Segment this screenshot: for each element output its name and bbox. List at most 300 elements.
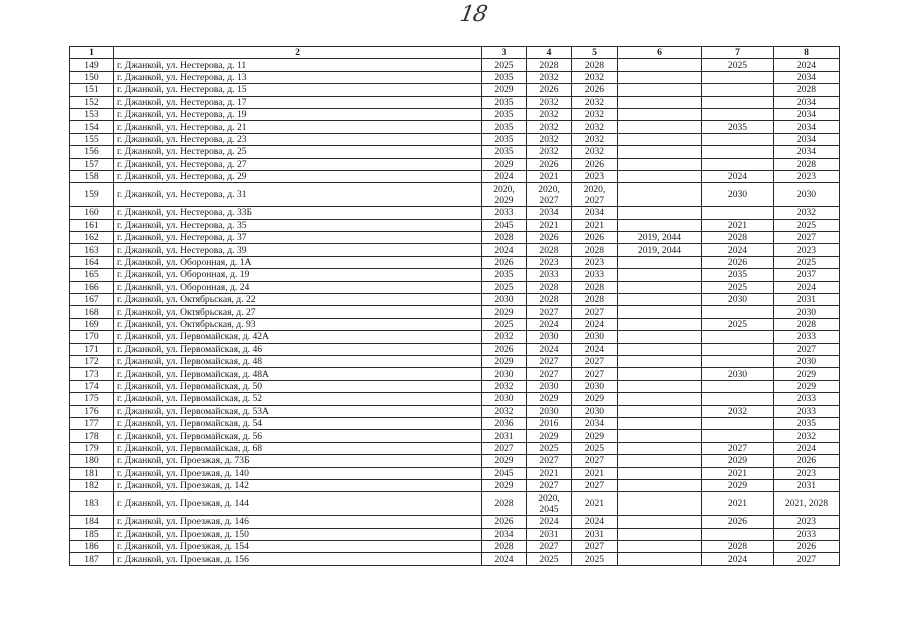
year-cell-3: 2030 xyxy=(482,368,527,380)
year-cell-4: 2028 xyxy=(527,59,572,71)
year-cell-5: 2021 xyxy=(572,467,618,479)
address-cell: г. Джанкой, ул. Первомайская, д. 53А xyxy=(114,405,482,417)
year-cell-4: 2021 xyxy=(527,170,572,182)
year-cell-3: 2035 xyxy=(482,133,527,145)
year-cell-6: 2019, 2044 xyxy=(618,232,702,244)
address-cell: г. Джанкой, ул. Нестерова, д. 19 xyxy=(114,108,482,120)
year-cell-4: 2026 xyxy=(527,84,572,96)
row-number-cell: 186 xyxy=(70,541,114,553)
row-number-cell: 177 xyxy=(70,417,114,429)
year-cell-6 xyxy=(618,294,702,306)
year-cell-8: 2037 xyxy=(774,269,840,281)
year-cell-6 xyxy=(618,306,702,318)
table-row xyxy=(70,442,840,454)
year-cell-6 xyxy=(618,455,702,467)
address-cell: г. Джанкой, ул. Нестерова, д. 11 xyxy=(114,59,482,71)
year-cell-8: 2034 xyxy=(774,146,840,158)
table-row xyxy=(70,96,840,108)
year-cell-6 xyxy=(618,368,702,380)
address-cell: г. Джанкой, ул. Нестерова, д. 33Б xyxy=(114,207,482,219)
year-cell-7: 2028 xyxy=(702,232,774,244)
year-cell-6 xyxy=(618,541,702,553)
year-cell-7: 2029 xyxy=(702,455,774,467)
table-row xyxy=(70,244,840,256)
address-cell: г. Джанкой, ул. Проезжая, д. 154 xyxy=(114,541,482,553)
row-number-cell: 179 xyxy=(70,442,114,454)
year-cell-3: 2029 xyxy=(482,84,527,96)
year-cell-4: 2034 xyxy=(527,207,572,219)
row-number-cell: 164 xyxy=(70,256,114,268)
year-cell-3: 2028 xyxy=(482,492,527,516)
table-row xyxy=(70,417,840,429)
column-header: 5 xyxy=(572,47,618,59)
year-cell-7 xyxy=(702,96,774,108)
year-cell-5: 2030 xyxy=(572,405,618,417)
year-cell-6 xyxy=(618,355,702,367)
table-row xyxy=(70,294,840,306)
row-number-cell: 184 xyxy=(70,516,114,528)
table-header-row xyxy=(70,47,840,59)
year-cell-6 xyxy=(618,146,702,158)
row-number-cell: 170 xyxy=(70,331,114,343)
year-cell-7 xyxy=(702,207,774,219)
year-cell-5: 2024 xyxy=(572,318,618,330)
year-cell-5: 2032 xyxy=(572,96,618,108)
row-number-cell: 168 xyxy=(70,306,114,318)
year-cell-7: 2030 xyxy=(702,368,774,380)
row-number-cell: 165 xyxy=(70,269,114,281)
year-cell-7: 2025 xyxy=(702,59,774,71)
year-cell-5: 2027 xyxy=(572,355,618,367)
row-number-cell: 185 xyxy=(70,528,114,540)
year-cell-8: 2024 xyxy=(774,59,840,71)
year-cell-7: 2026 xyxy=(702,256,774,268)
address-cell: г. Джанкой, ул. Нестерова, д. 25 xyxy=(114,146,482,158)
year-cell-5: 2028 xyxy=(572,294,618,306)
year-cell-8: 2027 xyxy=(774,232,840,244)
year-cell-8: 2024 xyxy=(774,281,840,293)
year-cell-5: 2029 xyxy=(572,430,618,442)
year-cell-5: 2028 xyxy=(572,281,618,293)
year-cell-3: 2033 xyxy=(482,207,527,219)
year-cell-8: 2032 xyxy=(774,430,840,442)
address-cell: г. Джанкой, ул. Нестерова, д. 23 xyxy=(114,133,482,145)
column-header: 3 xyxy=(482,47,527,59)
table-row xyxy=(70,393,840,405)
table-row xyxy=(70,121,840,133)
year-cell-7: 2025 xyxy=(702,318,774,330)
row-number-cell: 180 xyxy=(70,455,114,467)
address-cell: г. Джанкой, ул. Оборонная, д. 24 xyxy=(114,281,482,293)
row-number-cell: 153 xyxy=(70,108,114,120)
year-cell-8: 2033 xyxy=(774,331,840,343)
year-cell-8: 2023 xyxy=(774,244,840,256)
address-cell: г. Джанкой, ул. Первомайская, д. 48А xyxy=(114,368,482,380)
year-cell-4: 2032 xyxy=(527,146,572,158)
table-body xyxy=(70,59,840,565)
year-cell-7: 2024 xyxy=(702,553,774,565)
year-cell-4: 2025 xyxy=(527,553,572,565)
year-cell-4: 2029 xyxy=(527,430,572,442)
year-cell-3: 2031 xyxy=(482,430,527,442)
year-cell-3: 2030 xyxy=(482,294,527,306)
year-cell-7 xyxy=(702,331,774,343)
year-cell-3: 2032 xyxy=(482,331,527,343)
address-cell: г. Джанкой, ул. Нестерова, д. 15 xyxy=(114,84,482,96)
year-cell-8: 2028 xyxy=(774,158,840,170)
table-row xyxy=(70,368,840,380)
address-cell: г. Джанкой, ул. Проезжая, д. 150 xyxy=(114,528,482,540)
address-cell: г. Джанкой, ул. Нестерова, д. 35 xyxy=(114,219,482,231)
year-cell-7 xyxy=(702,343,774,355)
address-cell: г. Джанкой, ул. Нестерова, д. 31 xyxy=(114,183,482,207)
year-cell-4: 2028 xyxy=(527,281,572,293)
address-cell: г. Джанкой, ул. Первомайская, д. 56 xyxy=(114,430,482,442)
year-cell-3: 2035 xyxy=(482,146,527,158)
column-header: 7 xyxy=(702,47,774,59)
table-row xyxy=(70,133,840,145)
year-cell-8: 2030 xyxy=(774,183,840,207)
address-cell: г. Джанкой, ул. Нестерова, д. 37 xyxy=(114,232,482,244)
year-cell-5: 2028 xyxy=(572,244,618,256)
year-cell-3: 2032 xyxy=(482,405,527,417)
column-header: 6 xyxy=(618,47,702,59)
year-cell-7 xyxy=(702,108,774,120)
address-cell: г. Джанкой, ул. Проезжая, д. 142 xyxy=(114,479,482,491)
column-header: 2 xyxy=(114,47,482,59)
year-cell-3: 2032 xyxy=(482,380,527,392)
year-cell-3: 2026 xyxy=(482,256,527,268)
year-cell-4: 2026 xyxy=(527,158,572,170)
year-cell-5: 2024 xyxy=(572,516,618,528)
year-cell-3: 2028 xyxy=(482,541,527,553)
year-cell-6 xyxy=(618,108,702,120)
address-cell: г. Джанкой, ул. Оборонная, д. 1А xyxy=(114,256,482,268)
year-cell-7: 2021 xyxy=(702,467,774,479)
year-cell-6 xyxy=(618,393,702,405)
table-row xyxy=(70,59,840,71)
year-cell-4: 2030 xyxy=(527,405,572,417)
table-row xyxy=(70,183,840,207)
table-row xyxy=(70,170,840,182)
row-number-cell: 159 xyxy=(70,183,114,207)
year-cell-4: 2023 xyxy=(527,256,572,268)
year-cell-4: 2021 xyxy=(527,467,572,479)
table-row xyxy=(70,355,840,367)
year-cell-7 xyxy=(702,430,774,442)
table-row xyxy=(70,380,840,392)
year-cell-8: 2033 xyxy=(774,528,840,540)
year-cell-4: 2024 xyxy=(527,516,572,528)
year-cell-7 xyxy=(702,158,774,170)
year-cell-6 xyxy=(618,96,702,108)
row-number-cell: 157 xyxy=(70,158,114,170)
year-cell-4: 2020, 2045 xyxy=(527,492,572,516)
year-cell-4: 2027 xyxy=(527,455,572,467)
row-number-cell: 149 xyxy=(70,59,114,71)
year-cell-6 xyxy=(618,207,702,219)
year-cell-7: 2021 xyxy=(702,492,774,516)
row-number-cell: 181 xyxy=(70,467,114,479)
address-cell: г. Джанкой, ул. Проезжая, д. 73Б xyxy=(114,455,482,467)
row-number-cell: 152 xyxy=(70,96,114,108)
year-cell-6 xyxy=(618,516,702,528)
year-cell-8: 2034 xyxy=(774,71,840,83)
row-number-cell: 150 xyxy=(70,71,114,83)
row-number-cell: 161 xyxy=(70,219,114,231)
year-cell-4: 2027 xyxy=(527,306,572,318)
table-row xyxy=(70,158,840,170)
table-row xyxy=(70,207,840,219)
year-cell-3: 2029 xyxy=(482,355,527,367)
year-cell-8: 2031 xyxy=(774,294,840,306)
year-cell-5: 2028 xyxy=(572,59,618,71)
year-cell-5: 2027 xyxy=(572,479,618,491)
year-cell-8: 2028 xyxy=(774,318,840,330)
year-cell-8: 2029 xyxy=(774,380,840,392)
year-cell-3: 2025 xyxy=(482,59,527,71)
year-cell-8: 2030 xyxy=(774,355,840,367)
year-cell-6 xyxy=(618,405,702,417)
address-cell: г. Джанкой, ул. Первомайская, д. 54 xyxy=(114,417,482,429)
year-cell-7 xyxy=(702,71,774,83)
address-cell: г. Джанкой, ул. Нестерова, д. 27 xyxy=(114,158,482,170)
year-cell-4: 2025 xyxy=(527,442,572,454)
year-cell-5: 2034 xyxy=(572,417,618,429)
year-cell-7: 2027 xyxy=(702,442,774,454)
schedule-table xyxy=(69,46,840,566)
row-number-cell: 158 xyxy=(70,170,114,182)
table-row xyxy=(70,467,840,479)
year-cell-8: 2026 xyxy=(774,541,840,553)
year-cell-4: 2028 xyxy=(527,244,572,256)
year-cell-5: 2032 xyxy=(572,71,618,83)
row-number-cell: 151 xyxy=(70,84,114,96)
address-cell: г. Джанкой, ул. Нестерова, д. 17 xyxy=(114,96,482,108)
year-cell-3: 2035 xyxy=(482,121,527,133)
row-number-cell: 174 xyxy=(70,380,114,392)
table-row xyxy=(70,256,840,268)
year-cell-8: 2030 xyxy=(774,306,840,318)
row-number-cell: 178 xyxy=(70,430,114,442)
year-cell-4: 2027 xyxy=(527,355,572,367)
year-cell-5: 2032 xyxy=(572,121,618,133)
year-cell-4: 2016 xyxy=(527,417,572,429)
year-cell-3: 2024 xyxy=(482,244,527,256)
year-cell-3: 2020, 2029 xyxy=(482,183,527,207)
address-cell: г. Джанкой, ул. Оборонная, д. 19 xyxy=(114,269,482,281)
table-row xyxy=(70,146,840,158)
table-row xyxy=(70,528,840,540)
row-number-cell: 155 xyxy=(70,133,114,145)
year-cell-5: 2032 xyxy=(572,133,618,145)
year-cell-3: 2029 xyxy=(482,306,527,318)
year-cell-5: 2027 xyxy=(572,541,618,553)
year-cell-5: 2030 xyxy=(572,331,618,343)
year-cell-3: 2027 xyxy=(482,442,527,454)
year-cell-7 xyxy=(702,133,774,145)
year-cell-5: 2024 xyxy=(572,343,618,355)
year-cell-4: 2021 xyxy=(527,219,572,231)
year-cell-7 xyxy=(702,393,774,405)
year-cell-6 xyxy=(618,331,702,343)
year-cell-4: 2032 xyxy=(527,108,572,120)
row-number-cell: 156 xyxy=(70,146,114,158)
year-cell-3: 2035 xyxy=(482,108,527,120)
year-cell-3: 2025 xyxy=(482,281,527,293)
year-cell-3: 2029 xyxy=(482,455,527,467)
row-number-cell: 162 xyxy=(70,232,114,244)
row-number-cell: 169 xyxy=(70,318,114,330)
year-cell-4: 2032 xyxy=(527,121,572,133)
row-number-cell: 187 xyxy=(70,553,114,565)
year-cell-8: 2026 xyxy=(774,455,840,467)
address-cell: г. Джанкой, ул. Проезжая, д. 140 xyxy=(114,467,482,479)
table-row xyxy=(70,553,840,565)
year-cell-8: 2027 xyxy=(774,553,840,565)
year-cell-6 xyxy=(618,343,702,355)
table-row xyxy=(70,430,840,442)
row-number-cell: 167 xyxy=(70,294,114,306)
year-cell-4: 2030 xyxy=(527,380,572,392)
year-cell-5: 2020, 2027 xyxy=(572,183,618,207)
year-cell-7 xyxy=(702,528,774,540)
year-cell-5: 2023 xyxy=(572,170,618,182)
table-row xyxy=(70,108,840,120)
address-cell: г. Джанкой, ул. Первомайская, д. 42А xyxy=(114,331,482,343)
address-cell: г. Джанкой, ул. Проезжая, д. 144 xyxy=(114,492,482,516)
address-cell: г. Джанкой, ул. Октябрьская, д. 22 xyxy=(114,294,482,306)
document-sheet xyxy=(69,46,839,566)
year-cell-7: 2021 xyxy=(702,219,774,231)
row-number-cell: 175 xyxy=(70,393,114,405)
year-cell-8: 2032 xyxy=(774,207,840,219)
table-row xyxy=(70,318,840,330)
year-cell-7 xyxy=(702,380,774,392)
table-row xyxy=(70,219,840,231)
year-cell-7: 2024 xyxy=(702,170,774,182)
table-row xyxy=(70,405,840,417)
year-cell-5: 2026 xyxy=(572,158,618,170)
year-cell-6 xyxy=(618,133,702,145)
year-cell-7 xyxy=(702,417,774,429)
year-cell-7: 2028 xyxy=(702,541,774,553)
year-cell-6 xyxy=(618,492,702,516)
year-cell-3: 2035 xyxy=(482,269,527,281)
year-cell-5: 2021 xyxy=(572,492,618,516)
address-cell: г. Джанкой, ул. Нестерова, д. 13 xyxy=(114,71,482,83)
year-cell-5: 2025 xyxy=(572,553,618,565)
table-row xyxy=(70,479,840,491)
year-cell-4: 2032 xyxy=(527,71,572,83)
year-cell-5: 2032 xyxy=(572,108,618,120)
address-cell: г. Джанкой, ул. Проезжая, д. 146 xyxy=(114,516,482,528)
column-header: 1 xyxy=(70,47,114,59)
year-cell-3: 2045 xyxy=(482,219,527,231)
year-cell-5: 2033 xyxy=(572,269,618,281)
year-cell-5: 2034 xyxy=(572,207,618,219)
year-cell-5: 2029 xyxy=(572,393,618,405)
year-cell-5: 2023 xyxy=(572,256,618,268)
year-cell-3: 2035 xyxy=(482,71,527,83)
year-cell-7: 2025 xyxy=(702,281,774,293)
year-cell-3: 2030 xyxy=(482,393,527,405)
year-cell-8: 2031 xyxy=(774,479,840,491)
year-cell-8: 2034 xyxy=(774,121,840,133)
row-number-cell: 182 xyxy=(70,479,114,491)
year-cell-7: 2026 xyxy=(702,516,774,528)
address-cell: г. Джанкой, ул. Октябрьская, д. 93 xyxy=(114,318,482,330)
year-cell-5: 2026 xyxy=(572,84,618,96)
year-cell-6 xyxy=(618,467,702,479)
year-cell-8: 2034 xyxy=(774,133,840,145)
row-number-cell: 172 xyxy=(70,355,114,367)
year-cell-4: 2020, 2027 xyxy=(527,183,572,207)
address-cell: г. Джанкой, ул. Октябрьская, д. 27 xyxy=(114,306,482,318)
year-cell-3: 2045 xyxy=(482,467,527,479)
address-cell: г. Джанкой, ул. Первомайская, д. 50 xyxy=(114,380,482,392)
year-cell-5: 2026 xyxy=(572,232,618,244)
year-cell-7: 2032 xyxy=(702,405,774,417)
year-cell-7 xyxy=(702,355,774,367)
year-cell-5: 2021 xyxy=(572,219,618,231)
row-number-cell: 154 xyxy=(70,121,114,133)
year-cell-4: 2026 xyxy=(527,232,572,244)
address-cell: г. Джанкой, ул. Нестерова, д. 21 xyxy=(114,121,482,133)
year-cell-4: 2027 xyxy=(527,479,572,491)
year-cell-7: 2030 xyxy=(702,294,774,306)
table-row xyxy=(70,331,840,343)
year-cell-5: 2030 xyxy=(572,380,618,392)
year-cell-8: 2028 xyxy=(774,84,840,96)
column-header: 4 xyxy=(527,47,572,59)
year-cell-8: 2035 xyxy=(774,417,840,429)
year-cell-3: 2029 xyxy=(482,479,527,491)
year-cell-6 xyxy=(618,158,702,170)
table-row xyxy=(70,84,840,96)
year-cell-8: 2025 xyxy=(774,219,840,231)
year-cell-6 xyxy=(618,256,702,268)
year-cell-8: 2023 xyxy=(774,170,840,182)
year-cell-3: 2026 xyxy=(482,343,527,355)
address-cell: г. Джанкой, ул. Первомайская, д. 48 xyxy=(114,355,482,367)
year-cell-4: 2027 xyxy=(527,541,572,553)
year-cell-7 xyxy=(702,306,774,318)
table-row xyxy=(70,343,840,355)
year-cell-6: 2019, 2044 xyxy=(618,244,702,256)
year-cell-5: 2025 xyxy=(572,442,618,454)
address-cell: г. Джанкой, ул. Нестерова, д. 39 xyxy=(114,244,482,256)
year-cell-6 xyxy=(618,84,702,96)
year-cell-7 xyxy=(702,84,774,96)
year-cell-3: 2024 xyxy=(482,553,527,565)
year-cell-5: 2027 xyxy=(572,455,618,467)
year-cell-6 xyxy=(618,183,702,207)
address-cell: г. Джанкой, ул. Нестерова, д. 29 xyxy=(114,170,482,182)
year-cell-6 xyxy=(618,71,702,83)
address-cell: г. Джанкой, ул. Первомайская, д. 68 xyxy=(114,442,482,454)
year-cell-4: 2024 xyxy=(527,343,572,355)
year-cell-3: 2025 xyxy=(482,318,527,330)
year-cell-3: 2029 xyxy=(482,158,527,170)
year-cell-6 xyxy=(618,59,702,71)
year-cell-8: 2034 xyxy=(774,96,840,108)
year-cell-8: 2029 xyxy=(774,368,840,380)
year-cell-6 xyxy=(618,380,702,392)
year-cell-7: 2024 xyxy=(702,244,774,256)
year-cell-6 xyxy=(618,528,702,540)
year-cell-7 xyxy=(702,146,774,158)
